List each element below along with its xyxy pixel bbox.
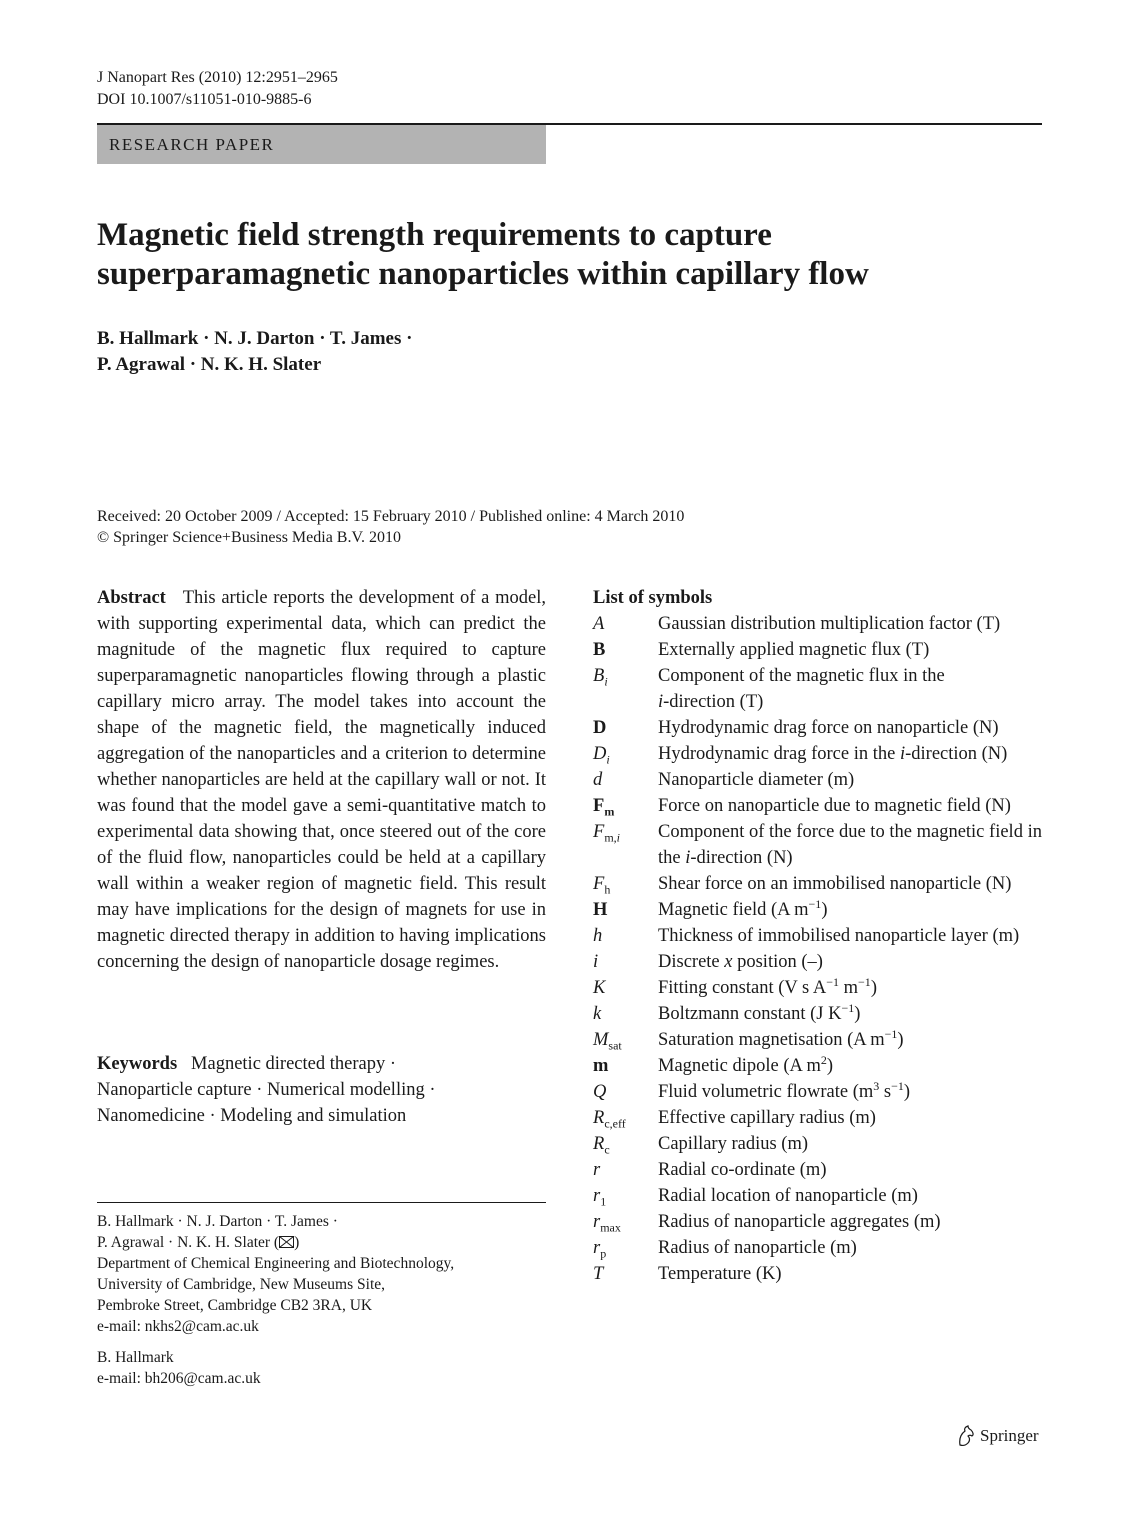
affiliation-footnote (97, 1211, 546, 1389)
symbol-row: $M_{sat}$ Saturation magnetisation (A $m^{-1}$) (593, 1026, 904, 1053)
doi-line: DOI 10.1007/s11051-010-9885-6 (97, 91, 312, 108)
authors-line-2: P. Agrawal · N. K. H. Slater (97, 354, 322, 375)
symbol-row: A Gaussian distribution multiplication factor (T) (593, 614, 1001, 634)
abstract-text: This article reports the development of a model, with supporting experimental data, which can predict the magnitude of the magnetic flux required to capture superparamagnetic nanoparticles flowing through a plastic capillary micro array. The model takes into account the shape of the magnetic field, the magnetically induced aggregation of the nanoparticles and a criterion to determine whether nanoparticles are held at the capillary wall or not. It was found that the model gave a semi-quantitative match to experimental data showing that, once steered out of the core of the fluid flow, nanoparticles could be held at a capillary wall within a weaker region of magnetic field. This result may have implications for the design of magnets for use in magnetic directed therapy in addition to having implications concerning the design of nanoparticle dosage regimes. (97, 588, 546, 972)
symbol-row: h Thickness of immobilised nanoparticle layer (m) (593, 926, 1020, 946)
symbol-row: r Radial co-ordinate (m) (593, 1160, 827, 1180)
abstract (97, 585, 546, 975)
keywords-line-3: Nanomedicine · Modeling and simulation (97, 1106, 407, 1126)
affil-names-1: B. Hallmark · N. J. Darton · T. James · (97, 1213, 338, 1230)
symbol-row: Q Fluid volumetric flowrate ($m^3$ $s^{-1}$) (593, 1078, 911, 1102)
affil-street: Pembroke Street, Cambridge CB2 3RA, UK (97, 1297, 373, 1314)
symbol-row: D Hydrodynamic drag force on nanoparticle (N) (593, 718, 999, 738)
list-of-symbols (593, 585, 1042, 1287)
abstract-label: Abstract (97, 588, 166, 608)
publication-dates (97, 506, 684, 548)
keywords (97, 1051, 546, 1129)
publisher-name: Springer (980, 1426, 1039, 1445)
title-line-1: Magnetic field strength requirements to capture (97, 217, 772, 253)
symbol-row: d Nanoparticle diameter (m) (593, 770, 855, 790)
symbol-row: $F_{m,i}$ Component of the force due to the magnetic field in the i-direction (N) (593, 822, 1042, 868)
symbol-row: $r_p$ Radius of nanoparticle (m) (593, 1238, 857, 1261)
symbols-heading: List of symbols (593, 588, 713, 608)
affil-email-hallmark[interactable]: e-mail: bh206@cam.ac.uk (97, 1370, 261, 1387)
symbol-row: $r_{max}$ Radius of nanoparticle aggregates (m) (593, 1212, 941, 1235)
affil-names-2: P. Agrawal · N. K. H. Slater ( ) (97, 1234, 300, 1251)
copyright-line: © Springer Science+Business Media B.V. 2010 (97, 529, 401, 546)
envelope-icon (279, 1236, 294, 1248)
section-badge: RESEARCH PAPER (97, 125, 546, 164)
symbol-row: H Magnetic field (A $m^{-1}$) (593, 896, 828, 920)
title-line-2: superparamagnetic nanoparticles within capillary flow (97, 256, 869, 292)
date-history: Received: 20 October 2009 / Accepted: 15 February 2010 / Published online: 4 March 2010 (97, 508, 685, 525)
authors-line-1: B. Hallmark · N. J. Darton · T. James · (97, 328, 413, 349)
symbol-row: $r_1$ Radial location of nanoparticle (m) (593, 1186, 918, 1209)
symbol-row: $B_i$ Component of the magnetic flux in the i-direction (T) (593, 666, 945, 712)
journal-citation: J Nanopart Res (2010) 12:2951–2965 (97, 69, 338, 86)
author-list (97, 326, 412, 378)
keywords-label: Keywords (97, 1054, 178, 1074)
affil-email-slater[interactable]: e-mail: nkhs2@cam.ac.uk (97, 1318, 259, 1335)
symbol-row: k Boltzmann constant (J $K^{-1}$) (593, 1000, 861, 1024)
keywords-line-1: Magnetic directed therapy · (191, 1054, 396, 1074)
symbol-row: $D_i$ Hydrodynamic drag force in the i-direction (N) (593, 744, 1008, 767)
symbol-row: B Externally applied magnetic flux (T) (593, 640, 930, 660)
symbol-row: i Discrete x position (–) (593, 952, 823, 972)
symbol-row: K Fitting constant (V s $A^{-1}$ $m^{-1}$) (593, 974, 877, 998)
symbol-row: $F_h$ Shear force on an immobilised nanoparticle (N) (593, 874, 1012, 897)
affil-name-hallmark: B. Hallmark (97, 1349, 174, 1366)
article-title (97, 216, 1042, 294)
symbol-row: $R_{c,eff}$ Effective capillary radius (m) (593, 1108, 876, 1131)
affil-department: Department of Chemical Engineering and Biotechnology, (97, 1255, 455, 1272)
publisher-logo (956, 1425, 1039, 1447)
springer-horse-icon (956, 1425, 976, 1447)
affil-university: University of Cambridge, New Museums Site, (97, 1276, 386, 1293)
footnote-rule (97, 1202, 546, 1203)
keywords-line-2: Nanoparticle capture · Numerical modelling · (97, 1080, 436, 1100)
journal-header (97, 67, 338, 111)
symbol-row: m Magnetic dipole (A $m^2$) (593, 1052, 834, 1076)
symbol-row: T Temperature (K) (593, 1264, 782, 1284)
symbol-row: $R_c$ Capillary radius (m) (593, 1134, 809, 1157)
symbol-row: $F_m$ Force on nanoparticle due to magnetic field (N) (593, 796, 1011, 819)
